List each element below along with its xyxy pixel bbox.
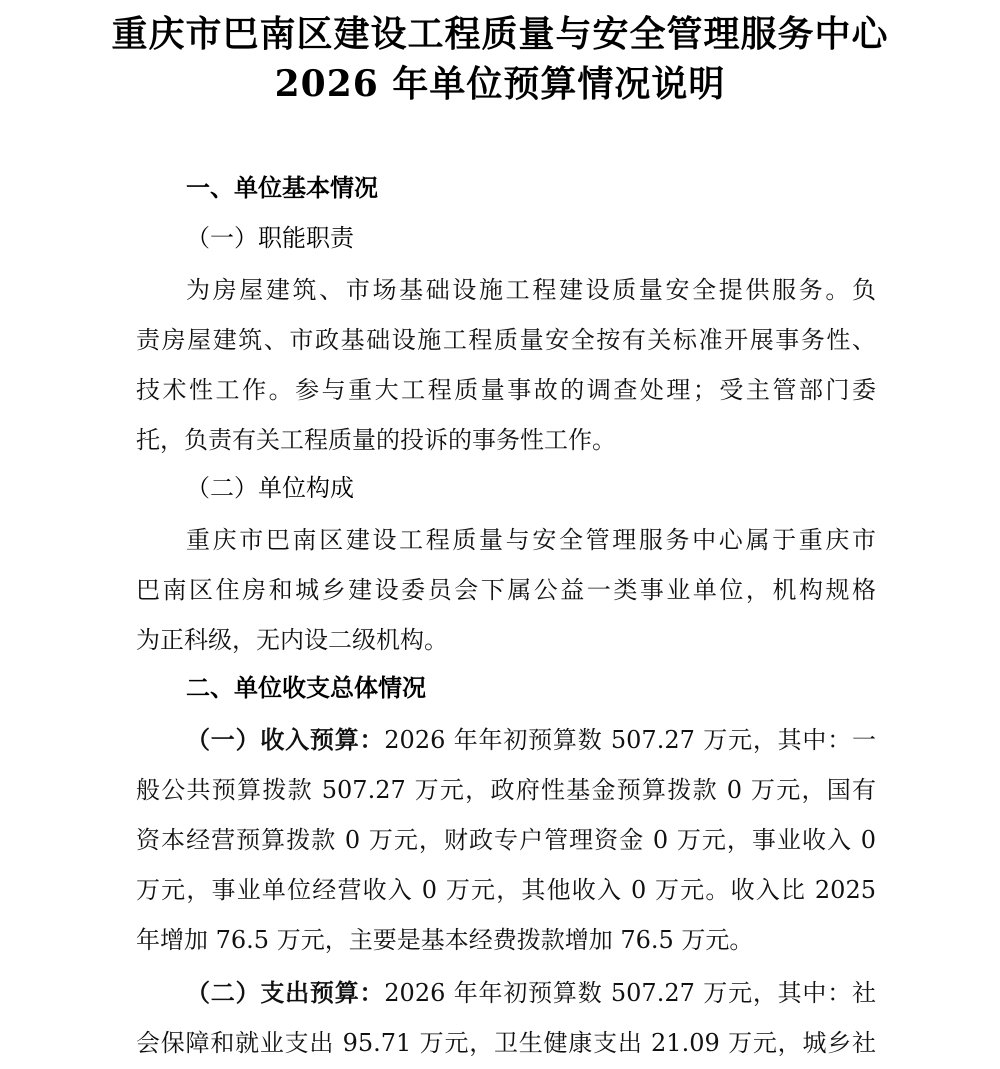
duties-paragraph: [136, 265, 876, 465]
text-line: 巴南区住房和城乡建设委员会下属公益一类事业单位，机构规格: [136, 576, 876, 604]
expense-budget-paragraph: [136, 968, 876, 1068]
text-line: 为房屋建筑、市场基础设施工程建设质量安全提供服务。负: [186, 276, 876, 304]
text-line: 般公共预算拨款 507.27 万元，政府性基金预算拨款 0 万元，国有: [136, 776, 876, 804]
text-line: 责房屋建筑、市政基础设施工程质量安全按有关标准开展事务性、: [136, 326, 876, 354]
subsection-heading-duties: （一）职能职责: [186, 224, 354, 252]
subsection-heading-structure: （二）单位构成: [186, 474, 354, 502]
text-line: [136, 715, 876, 765]
text-line: 万元，事业单位经营收入 0 万元，其他收入 0 万元。收入比 2025: [136, 876, 876, 904]
text-line: 技术性工作。参与重大工程质量事故的调查处理；受主管部门委: [136, 376, 876, 404]
text-line: 资本经营预算拨款 0 万元，财政专户管理资金 0 万元，事业收入 0: [136, 826, 876, 854]
income-text: 2026 年年初预算数 507.27 万元，其中：一: [384, 726, 876, 754]
structure-paragraph: [136, 515, 876, 665]
expense-text: 2026 年年初预算数 507.27 万元，其中：社: [384, 979, 876, 1007]
income-budget-label: （一）收入预算：: [186, 725, 385, 754]
document-title-line-2: 2026 年单位预算情况说明: [274, 63, 726, 105]
expense-budget-label: （二）支出预算：: [186, 978, 385, 1007]
text-line: 重庆市巴南区建设工程质量与安全管理服务中心属于重庆市: [186, 526, 876, 554]
text-line: 会保障和就业支出 95.71 万元，卫生健康支出 21.09 万元，城乡社: [136, 1029, 876, 1057]
document-title-line-1: 重庆市巴南区建设工程质量与安全管理服务中心: [111, 13, 889, 55]
section-heading-budget-overview: 二、单位收支总体情况: [186, 674, 426, 702]
income-budget-paragraph: [136, 715, 876, 965]
text-line: 年增加 76.5 万元，主要是基本经费拨款增加 76.5 万元。: [136, 926, 754, 954]
text-line: 为正科级，无内设二级机构。: [136, 626, 448, 654]
text-line: 托，负责有关工程质量的投诉的事务性工作。: [136, 426, 616, 454]
section-heading-basic-info: 一、单位基本情况: [186, 174, 378, 202]
text-line: [136, 968, 876, 1018]
